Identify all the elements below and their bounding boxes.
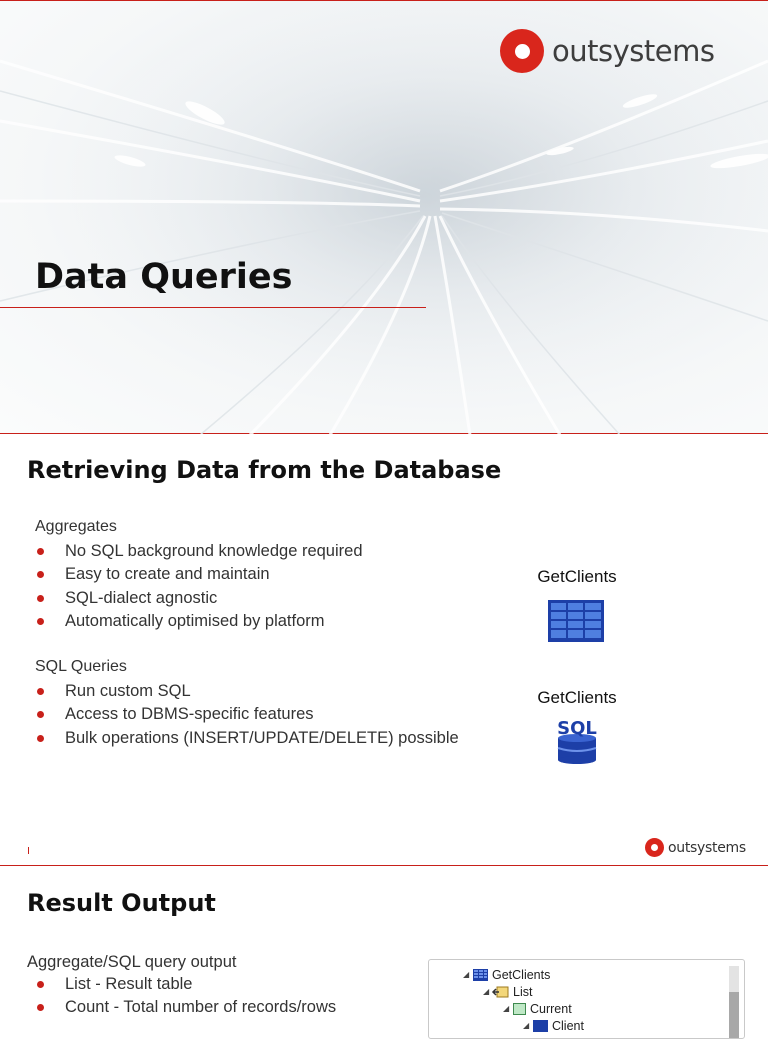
outsystems-logo-wordmark: outsystems xyxy=(668,839,746,856)
sql-icon-label: GetClients xyxy=(537,688,617,707)
aggregate-table-icon xyxy=(548,600,606,644)
sql-database-icon xyxy=(555,714,601,764)
outsystems-logo xyxy=(500,29,714,73)
footer-marker xyxy=(28,847,29,854)
slide-heading: Retrieving Data from the Database xyxy=(27,456,502,484)
query-output-tree-view[interactable] xyxy=(428,959,745,1039)
retrieving-data-slide xyxy=(0,434,768,866)
tree-vertical-scrollbar[interactable] xyxy=(729,966,739,1038)
bullet-item: Count - Total number of records/rows xyxy=(35,996,336,1019)
tree-node-client[interactable] xyxy=(523,1017,584,1034)
sql-queries-group-title: SQL Queries xyxy=(35,658,127,675)
tree-node-list[interactable] xyxy=(483,983,532,1000)
outsystems-logo-wordmark: outsystems xyxy=(552,34,715,68)
bullet-item: Bulk operations (INSERT/UPDATE/DELETE) possible xyxy=(35,727,459,750)
tree-node-current[interactable] xyxy=(503,1000,572,1017)
sql-queries-bullet-list xyxy=(35,680,459,750)
aggregates-bullet-list xyxy=(35,540,363,633)
result-output-bullet-list xyxy=(35,973,336,1020)
result-output-slide xyxy=(0,867,768,1033)
bullet-item: Run custom SQL xyxy=(35,680,459,703)
tree-node-label: GetClients xyxy=(492,967,551,982)
outsystems-logo-mark-icon xyxy=(500,29,544,73)
bullet-item: Automatically optimised by platform xyxy=(35,610,363,633)
slide-heading: Result Output xyxy=(27,889,216,917)
sql-icon-text: SQL xyxy=(557,718,597,739)
tree-node-getclients[interactable] xyxy=(463,966,550,983)
aggregate-icon-label: GetClients xyxy=(537,567,617,586)
bullet-item: List - Result table xyxy=(35,973,336,996)
tree-node-label: List xyxy=(513,984,533,999)
expanded-triangle-icon[interactable]: ◢ xyxy=(523,1021,530,1030)
expanded-triangle-icon[interactable]: ◢ xyxy=(463,970,470,979)
bullet-item: No SQL background knowledge required xyxy=(35,540,363,563)
outsystems-logo-mark-icon xyxy=(645,838,664,857)
entity-table-icon xyxy=(533,1020,548,1032)
outsystems-footer-logo xyxy=(645,838,746,857)
expanded-triangle-icon[interactable]: ◢ xyxy=(503,1004,510,1013)
record-icon xyxy=(513,1003,526,1015)
title-slide xyxy=(0,0,768,434)
expanded-triangle-icon[interactable]: ◢ xyxy=(483,987,490,996)
slide-title: Data Queries xyxy=(35,257,293,297)
aggregates-group-title: Aggregates xyxy=(35,518,117,535)
tree-node-label: Client xyxy=(552,1018,584,1033)
bullet-item: SQL-dialect agnostic xyxy=(35,587,363,610)
list-record-icon xyxy=(493,986,509,998)
tree-node-label: Current xyxy=(530,1001,572,1016)
result-output-intro: Aggregate/SQL query output xyxy=(27,953,237,971)
aggregate-table-icon xyxy=(473,969,488,981)
bullet-item: Access to DBMS-specific features xyxy=(35,703,459,726)
title-underline-divider xyxy=(0,307,426,308)
bullet-item: Easy to create and maintain xyxy=(35,563,363,586)
